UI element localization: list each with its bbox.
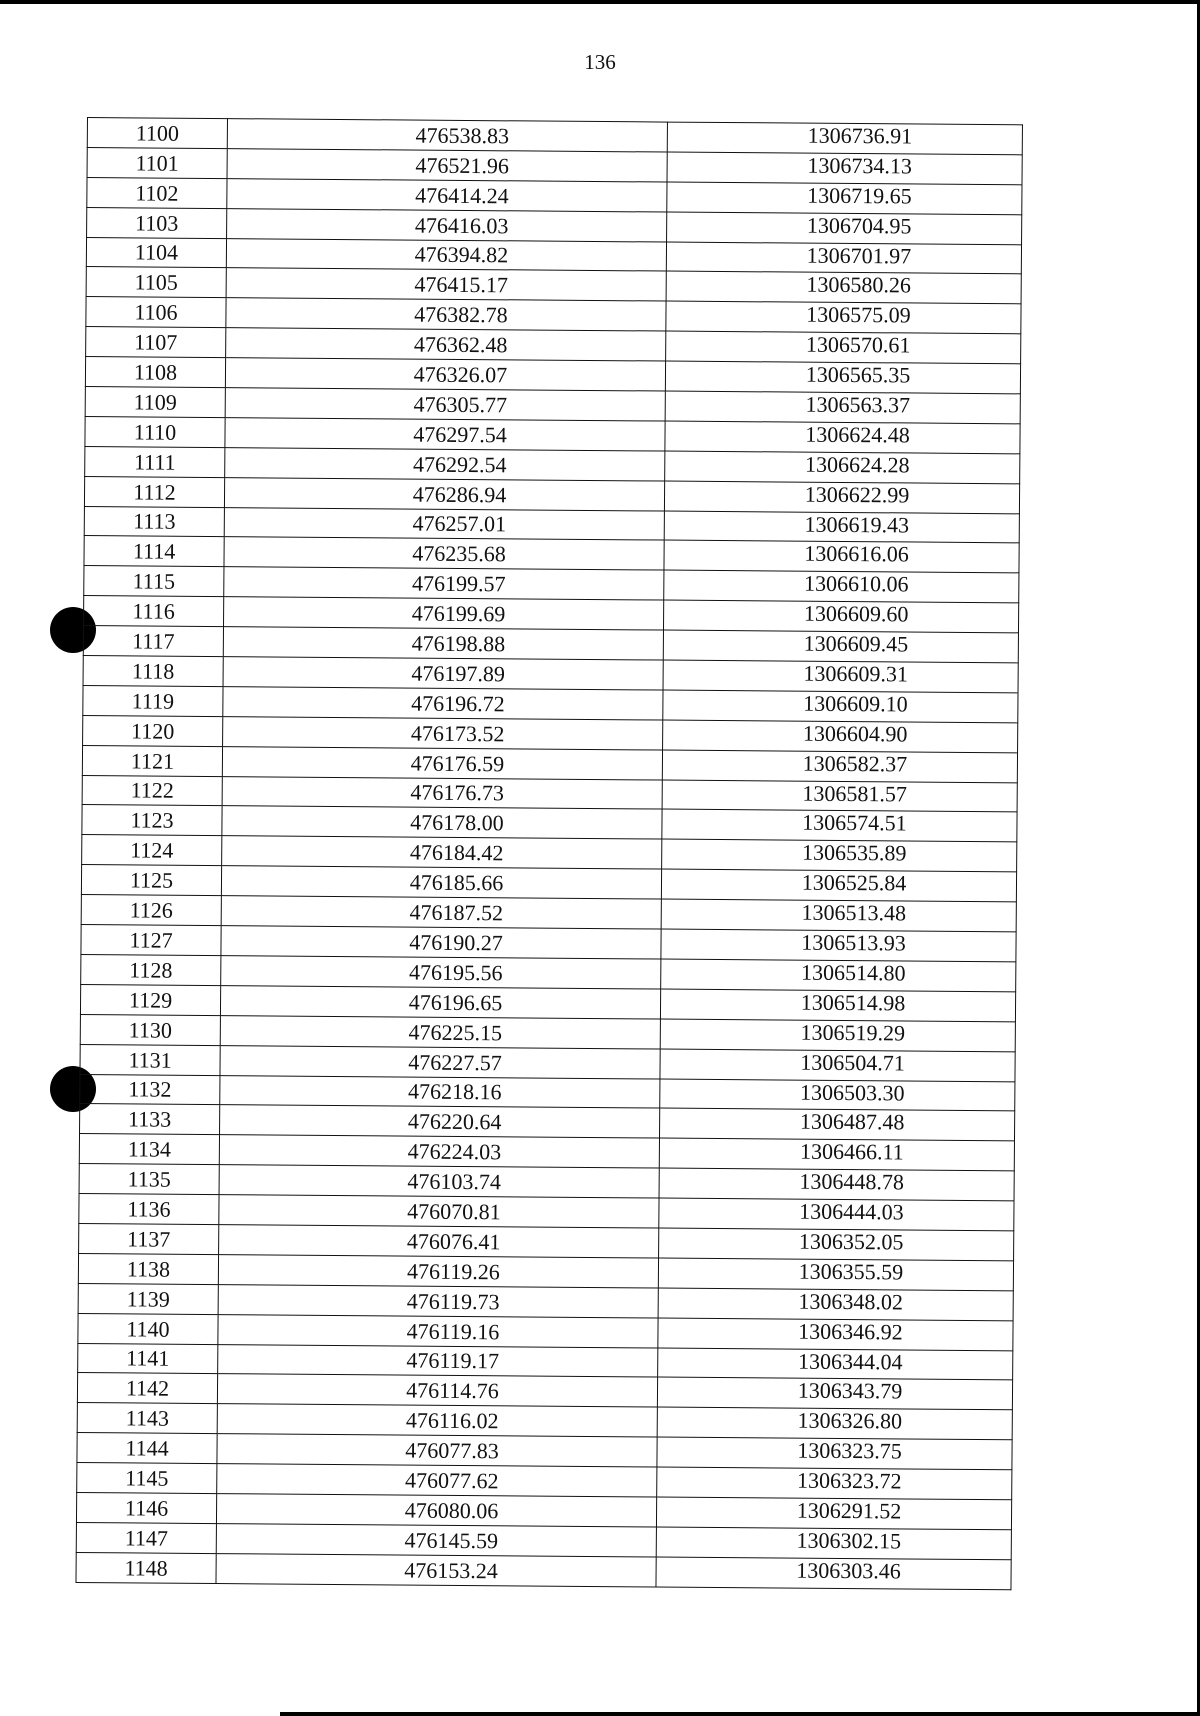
point-id-cell: 1105 [86,267,226,298]
x-coordinate-cell: 476382.78 [226,298,666,331]
point-id-cell: 1147 [76,1522,216,1553]
y-coordinate-cell: 1306514.98 [660,989,1015,1022]
x-coordinate-cell: 476077.62 [217,1464,657,1497]
y-coordinate-cell: 1306609.60 [663,600,1018,633]
y-coordinate-cell: 1306352.05 [659,1228,1014,1261]
y-coordinate-cell: 1306736.91 [667,122,1022,155]
y-coordinate-cell: 1306582.37 [662,750,1017,783]
point-id-cell: 1106 [86,297,226,328]
point-id-cell: 1109 [85,387,225,418]
point-id-cell: 1119 [83,685,223,716]
point-id-cell: 1118 [83,656,223,687]
y-coordinate-cell: 1306619.43 [664,511,1019,544]
y-coordinate-cell: 1306581.57 [662,780,1017,813]
x-coordinate-cell: 476415.17 [226,268,666,301]
x-coordinate-cell: 476305.77 [225,388,665,421]
x-coordinate-cell: 476297.54 [225,418,665,451]
y-coordinate-cell: 1306323.75 [657,1437,1012,1470]
x-coordinate-cell: 476197.89 [223,657,663,690]
x-coordinate-cell: 476220.64 [220,1105,660,1138]
y-coordinate-cell: 1306704.95 [667,212,1022,245]
y-coordinate-cell: 1306616.06 [664,541,1019,574]
x-coordinate-cell: 476185.66 [221,866,661,899]
y-coordinate-cell: 1306609.31 [663,660,1018,693]
point-id-cell: 1131 [80,1044,220,1075]
point-id-cell: 1140 [78,1313,218,1344]
page-border-top [0,0,1200,4]
x-coordinate-cell: 476218.16 [220,1075,660,1108]
x-coordinate-cell: 476224.03 [219,1135,659,1168]
y-coordinate-cell: 1306610.06 [664,570,1019,603]
x-coordinate-cell: 476286.94 [224,477,664,510]
y-coordinate-cell: 1306519.29 [660,1019,1015,1052]
x-coordinate-cell: 476145.59 [216,1523,656,1556]
point-id-cell: 1107 [86,327,226,358]
point-id-cell: 1146 [76,1492,216,1523]
point-id-cell: 1133 [80,1104,220,1135]
y-coordinate-cell: 1306487.48 [659,1108,1014,1141]
y-coordinate-cell: 1306525.84 [661,869,1016,902]
x-coordinate-cell: 476521.96 [227,148,667,181]
y-coordinate-cell: 1306609.10 [663,690,1018,723]
x-coordinate-cell: 476394.82 [226,238,666,271]
x-coordinate-cell: 476076.41 [219,1225,659,1258]
point-id-cell: 1129 [80,984,220,1015]
x-coordinate-cell: 476119.73 [218,1284,658,1317]
y-coordinate-cell: 1306565.35 [665,361,1020,394]
y-coordinate-cell: 1306563.37 [665,391,1020,424]
point-id-cell: 1148 [76,1552,216,1583]
point-id-cell: 1111 [85,446,225,477]
x-coordinate-cell: 476227.57 [220,1045,660,1078]
point-id-cell: 1142 [77,1373,217,1404]
x-coordinate-cell: 476178.00 [222,806,662,839]
y-coordinate-cell: 1306444.03 [659,1198,1014,1231]
point-id-cell: 1116 [84,596,224,627]
point-id-cell: 1130 [80,1014,220,1045]
x-coordinate-cell: 476080.06 [216,1494,656,1527]
y-coordinate-cell: 1306734.13 [667,152,1022,185]
y-coordinate-cell: 1306466.11 [659,1138,1014,1171]
point-id-cell: 1132 [80,1074,220,1105]
x-coordinate-cell: 476195.56 [221,956,661,989]
y-coordinate-cell: 1306302.15 [656,1527,1011,1560]
x-coordinate-cell: 476416.03 [227,208,667,241]
y-coordinate-cell: 1306701.97 [666,242,1021,275]
x-coordinate-cell: 476198.88 [223,627,663,660]
x-coordinate-cell: 476176.59 [222,746,662,779]
y-coordinate-cell: 1306291.52 [656,1497,1011,1530]
y-coordinate-cell: 1306580.26 [666,272,1021,305]
x-coordinate-cell: 476414.24 [227,178,667,211]
x-coordinate-cell: 476119.26 [218,1254,658,1287]
x-coordinate-cell: 476119.16 [218,1314,658,1347]
x-coordinate-cell: 476257.01 [224,507,664,540]
point-id-cell: 1121 [82,745,222,776]
y-coordinate-cell: 1306503.30 [660,1079,1015,1112]
x-coordinate-cell: 476114.76 [217,1374,657,1407]
y-coordinate-cell: 1306575.09 [666,301,1021,334]
point-id-cell: 1143 [77,1403,217,1434]
table-row [76,1552,1011,1589]
x-coordinate-cell: 476538.83 [227,119,667,152]
point-id-cell: 1101 [87,147,227,178]
point-id-cell: 1100 [87,118,227,149]
y-coordinate-cell: 1306622.99 [664,481,1019,514]
point-id-cell: 1144 [77,1433,217,1464]
x-coordinate-cell: 476292.54 [225,447,665,480]
x-coordinate-cell: 476326.07 [225,358,665,391]
x-coordinate-cell: 476176.73 [222,776,662,809]
y-coordinate-cell: 1306346.92 [658,1318,1013,1351]
point-id-cell: 1117 [83,626,223,657]
y-coordinate-cell: 1306514.80 [661,959,1016,992]
y-coordinate-cell: 1306574.51 [662,810,1017,843]
y-coordinate-cell: 1306303.46 [656,1557,1011,1590]
x-coordinate-cell: 476362.48 [226,328,666,361]
x-coordinate-cell: 476070.81 [219,1195,659,1228]
coordinate-table-wrapper [75,117,1021,1590]
page-border-bottom [280,1712,1200,1716]
y-coordinate-cell: 1306344.04 [658,1348,1013,1381]
point-id-cell: 1104 [86,237,226,268]
point-id-cell: 1103 [87,207,227,238]
point-id-cell: 1138 [78,1253,218,1284]
point-id-cell: 1123 [82,805,222,836]
y-coordinate-cell: 1306513.48 [661,899,1016,932]
point-id-cell: 1113 [84,506,224,537]
point-id-cell: 1108 [85,357,225,388]
y-coordinate-cell: 1306326.80 [657,1407,1012,1440]
y-coordinate-cell: 1306719.65 [667,182,1022,215]
x-coordinate-cell: 476187.52 [221,896,661,929]
x-coordinate-cell: 476199.57 [224,567,664,600]
point-id-cell: 1135 [79,1164,219,1195]
point-id-cell: 1125 [81,865,221,896]
x-coordinate-cell: 476184.42 [222,836,662,869]
point-id-cell: 1115 [84,566,224,597]
y-coordinate-cell: 1306323.72 [657,1467,1012,1500]
point-id-cell: 1127 [81,925,221,956]
point-id-cell: 1110 [85,416,225,447]
x-coordinate-cell: 476199.69 [224,597,664,630]
point-id-cell: 1114 [84,536,224,567]
coordinate-table [75,117,1022,1590]
point-id-cell: 1102 [87,177,227,208]
point-id-cell: 1120 [83,715,223,746]
y-coordinate-cell: 1306570.61 [666,331,1021,364]
x-coordinate-cell: 476119.17 [218,1344,658,1377]
y-coordinate-cell: 1306624.48 [665,421,1020,454]
x-coordinate-cell: 476153.24 [216,1553,656,1586]
y-coordinate-cell: 1306355.59 [658,1258,1013,1291]
point-id-cell: 1137 [79,1223,219,1254]
x-coordinate-cell: 476196.65 [220,985,660,1018]
point-id-cell: 1134 [79,1134,219,1165]
point-id-cell: 1139 [78,1283,218,1314]
x-coordinate-cell: 476190.27 [221,926,661,959]
y-coordinate-cell: 1306624.28 [665,451,1020,484]
coordinate-table-body [76,118,1022,1590]
point-id-cell: 1141 [78,1343,218,1374]
y-coordinate-cell: 1306343.79 [657,1377,1012,1410]
y-coordinate-cell: 1306609.45 [663,630,1018,663]
point-id-cell: 1128 [81,954,221,985]
point-id-cell: 1112 [84,476,224,507]
x-coordinate-cell: 476235.68 [224,537,664,570]
x-coordinate-cell: 476196.72 [223,687,663,720]
point-id-cell: 1145 [77,1463,217,1494]
page-number: 136 [584,50,616,74]
y-coordinate-cell: 1306535.89 [662,839,1017,872]
x-coordinate-cell: 476103.74 [219,1165,659,1198]
x-coordinate-cell: 476077.83 [217,1434,657,1467]
x-coordinate-cell: 476225.15 [220,1015,660,1048]
point-id-cell: 1136 [79,1194,219,1225]
y-coordinate-cell: 1306513.93 [661,929,1016,962]
point-id-cell: 1126 [81,895,221,926]
point-id-cell: 1124 [82,835,222,866]
y-coordinate-cell: 1306604.90 [663,720,1018,753]
x-coordinate-cell: 476173.52 [223,716,663,749]
y-coordinate-cell: 1306448.78 [659,1168,1014,1201]
x-coordinate-cell: 476116.02 [217,1404,657,1437]
y-coordinate-cell: 1306348.02 [658,1288,1013,1321]
point-id-cell: 1122 [82,775,222,806]
y-coordinate-cell: 1306504.71 [660,1049,1015,1082]
